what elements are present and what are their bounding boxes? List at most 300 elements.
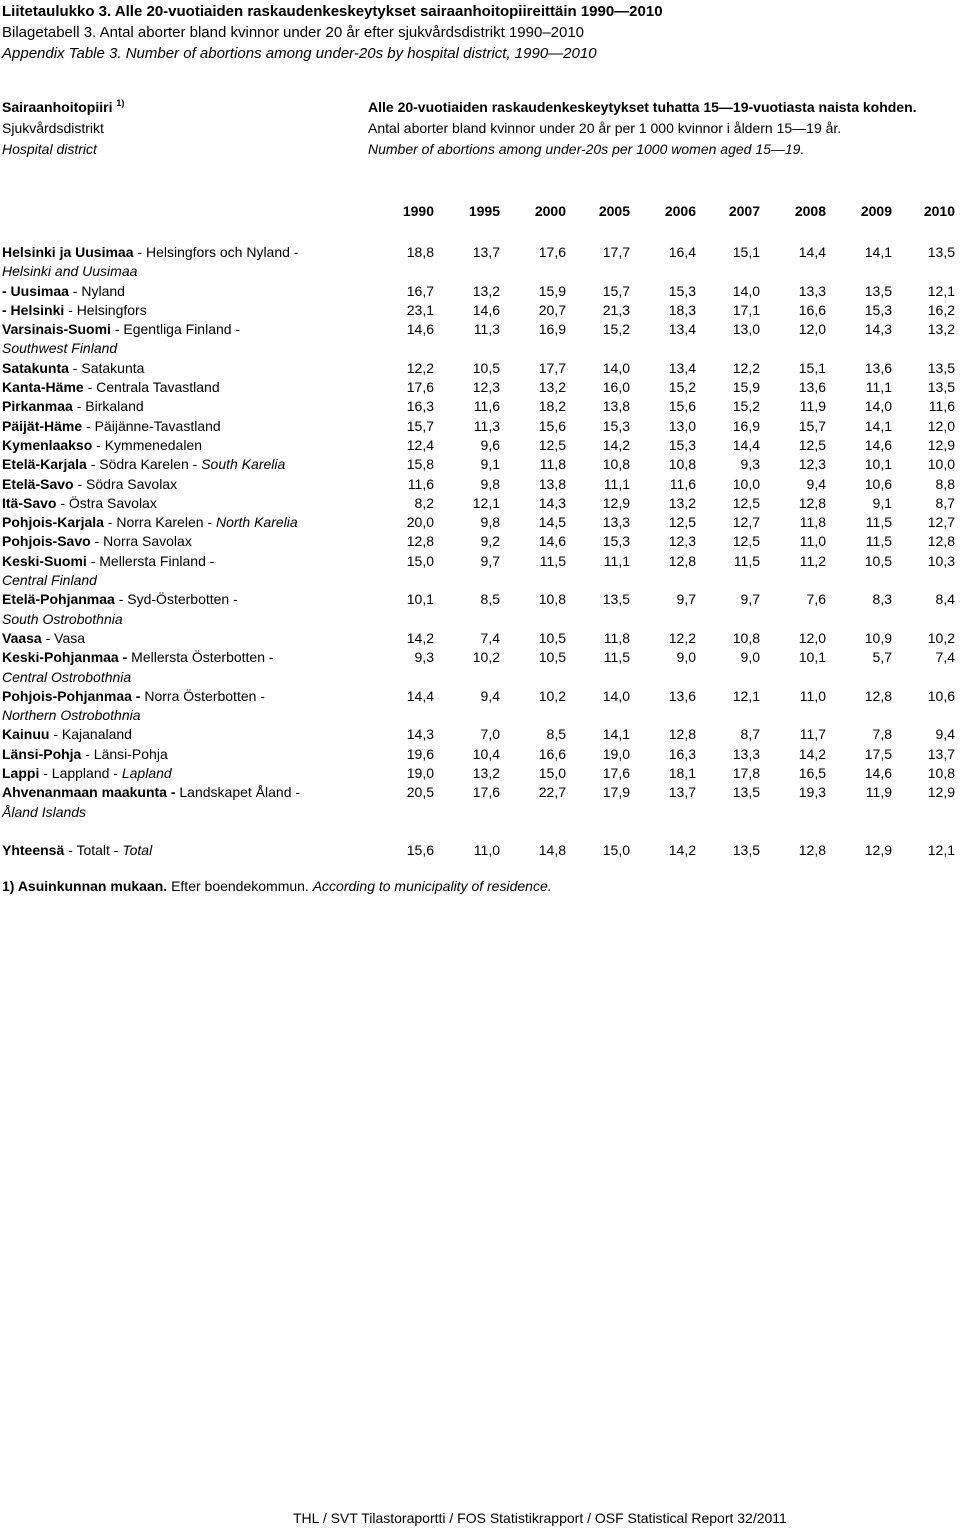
value-cell: 15,0 bbox=[406, 552, 434, 569]
value-cell: 9,4 bbox=[935, 726, 955, 743]
value-cell: 12,2 bbox=[668, 629, 696, 646]
value-cell: 12,5 bbox=[732, 494, 760, 511]
value-cell: 12,2 bbox=[406, 359, 434, 376]
value-cell: 14,6 bbox=[538, 533, 566, 550]
value-cell: 7,6 bbox=[806, 591, 826, 608]
value-cell: 12,8 bbox=[927, 533, 955, 550]
value-cell: 14,2 bbox=[406, 629, 434, 646]
table-row bbox=[0, 359, 960, 378]
value-cell: 20,7 bbox=[538, 301, 566, 318]
value-cell: 10,2 bbox=[927, 629, 955, 646]
value-cell: 9,2 bbox=[480, 533, 500, 550]
table-row bbox=[0, 494, 960, 513]
row-label: - Helsinki - Helsingfors bbox=[2, 301, 147, 318]
value-cell: 15,3 bbox=[602, 533, 630, 550]
value-cell: 9,4 bbox=[480, 687, 500, 704]
title-english: Appendix Table 3. Number of abortions among under-20s by hospital district, 1990—2010 bbox=[2, 45, 597, 62]
value-cell: 15,3 bbox=[602, 417, 630, 434]
district-heading-sv: Sjukvårdsdistrikt bbox=[2, 120, 104, 136]
row-label: Päijät-Häme - Päijänne-Tavastland bbox=[2, 417, 221, 434]
value-cell: 12,5 bbox=[798, 436, 826, 453]
value-cell: 17,7 bbox=[602, 244, 630, 260]
value-cell: 13,0 bbox=[668, 417, 696, 434]
footnote: 1) Asuinkunnan mukaan. Efter boendekommun. According to municipality of residence. bbox=[2, 878, 552, 894]
value-cell: 12,2 bbox=[732, 359, 760, 376]
value-cell: 17,6 bbox=[602, 765, 630, 782]
footnote-marker: 1) bbox=[116, 98, 125, 108]
value-cell: 10,8 bbox=[538, 591, 566, 608]
value-cell: 10,5 bbox=[538, 629, 566, 646]
value-cell: 11,0 bbox=[799, 687, 826, 704]
value-cell: 9,7 bbox=[676, 591, 696, 608]
value-cell: 11,3 bbox=[473, 321, 500, 338]
value-cell: 14,1 bbox=[864, 417, 892, 434]
year-header-2007: 2007 bbox=[728, 203, 760, 219]
value-cell: 8,8 bbox=[935, 475, 955, 492]
value-cell: 14,1 bbox=[602, 726, 630, 743]
value-cell: 18,1 bbox=[668, 765, 696, 782]
value-cell: 8,7 bbox=[740, 726, 760, 743]
value-cell: 11,3 bbox=[473, 417, 500, 434]
value-cell: 11,0 bbox=[799, 533, 826, 550]
value-cell: 14,6 bbox=[406, 321, 434, 338]
value-cell: 9,0 bbox=[676, 649, 696, 666]
value-cell: 15,3 bbox=[864, 301, 892, 318]
value-cell: 14,5 bbox=[538, 514, 566, 531]
table-header bbox=[2, 97, 957, 160]
value-cell: 12,3 bbox=[472, 379, 500, 396]
value-cell: 12,4 bbox=[406, 436, 434, 453]
value-cell: 16,4 bbox=[668, 244, 696, 260]
row-label: Pirkanmaa - Birkaland bbox=[2, 398, 144, 415]
row-label: Central Finland bbox=[2, 572, 97, 589]
value-cell: 13,4 bbox=[668, 359, 696, 376]
value-cell: 10,4 bbox=[472, 745, 500, 762]
value-cell: 9,4 bbox=[806, 475, 826, 492]
value-cell: 15,7 bbox=[602, 282, 630, 299]
value-cell: 12,0 bbox=[798, 629, 826, 646]
value-cell: 10,5 bbox=[472, 359, 500, 376]
value-cell: 9,0 bbox=[740, 649, 760, 666]
value-cell: 15,6 bbox=[538, 417, 566, 434]
value-cell: 12,9 bbox=[864, 842, 892, 859]
value-cell: 10,1 bbox=[798, 649, 826, 666]
value-cell: 13,7 bbox=[472, 244, 500, 260]
table-row bbox=[0, 745, 960, 764]
value-cell: 12,7 bbox=[927, 514, 955, 531]
value-cell: 17,6 bbox=[406, 379, 434, 396]
value-cell: 17,9 bbox=[602, 784, 630, 801]
value-cell: 11,5 bbox=[865, 533, 892, 550]
value-cell: 12,1 bbox=[927, 842, 955, 859]
value-cell: 10,8 bbox=[927, 765, 955, 782]
value-cell: 23,1 bbox=[406, 301, 434, 318]
value-cell: 15,6 bbox=[668, 398, 696, 415]
value-cell: 13,0 bbox=[732, 321, 760, 338]
value-cell: 11,8 bbox=[603, 629, 630, 646]
value-cell: 9,7 bbox=[480, 552, 500, 569]
value-cell: 13,5 bbox=[927, 359, 955, 376]
value-cell: 15,0 bbox=[538, 765, 566, 782]
value-cell: 9,8 bbox=[480, 514, 500, 531]
value-cell: 11,0 bbox=[473, 842, 500, 859]
value-cell: 13,3 bbox=[732, 745, 760, 762]
value-cell: 14,3 bbox=[538, 494, 566, 511]
value-cell: 13,2 bbox=[472, 765, 500, 782]
value-cell: 15,3 bbox=[668, 282, 696, 299]
table-row bbox=[0, 668, 960, 687]
value-cell: 8,7 bbox=[935, 494, 955, 511]
value-cell: 14,0 bbox=[864, 398, 892, 415]
value-cell: 10,2 bbox=[472, 649, 500, 666]
value-cell: 16,6 bbox=[798, 301, 826, 318]
value-cell: 12,5 bbox=[668, 514, 696, 531]
row-label: Etelä-Savo - Södra Savolax bbox=[2, 475, 178, 492]
value-cell: 19,6 bbox=[406, 745, 434, 762]
value-cell: 13,4 bbox=[668, 321, 696, 338]
value-cell: 15,2 bbox=[602, 321, 630, 338]
value-cell: 15,1 bbox=[798, 359, 826, 376]
table-row bbox=[0, 571, 960, 590]
row-label: Helsinki and Uusimaa bbox=[2, 263, 138, 280]
row-label: Vaasa - Vasa bbox=[2, 629, 86, 646]
value-cell: 10,0 bbox=[732, 475, 760, 492]
value-cell: 17,6 bbox=[538, 244, 566, 260]
table-row bbox=[0, 783, 960, 802]
value-cell: 11,5 bbox=[603, 649, 630, 666]
value-cell: 16,5 bbox=[798, 765, 826, 782]
year-header-1995: 1995 bbox=[468, 203, 500, 219]
value-cell: 13,3 bbox=[798, 282, 826, 299]
table-row bbox=[0, 243, 960, 262]
value-cell: 17,5 bbox=[864, 745, 892, 762]
value-cell: 19,0 bbox=[406, 765, 434, 782]
table-row bbox=[0, 301, 960, 320]
value-cell: 10,6 bbox=[927, 687, 955, 704]
row-label: Etelä-Pohjanmaa - Syd-Österbotten - bbox=[2, 591, 238, 608]
value-cell: 10,6 bbox=[864, 475, 892, 492]
value-cell: 19,0 bbox=[602, 745, 630, 762]
value-cell: 13,8 bbox=[602, 398, 630, 415]
table-row bbox=[0, 417, 960, 436]
row-label: Keski-Pohjanmaa - Mellersta Österbotten - bbox=[2, 649, 274, 666]
title-swedish: Bilagetabell 3. Antal aborter bland kvinnor under 20 år efter sjukvårdsdistrikt 1990–2010 bbox=[2, 24, 585, 41]
value-cell: 12,5 bbox=[732, 533, 760, 550]
measure-heading-fi: Alle 20-vuotiaiden raskaudenkeskeytykset tuhatta 15—19-vuotiasta naista kohden. bbox=[368, 99, 917, 115]
value-cell: 15,7 bbox=[406, 417, 434, 434]
table-row bbox=[0, 706, 960, 725]
value-cell: 14,1 bbox=[864, 244, 892, 260]
row-label: - Uusimaa - Nyland bbox=[2, 282, 125, 299]
row-label: Åland Islands bbox=[2, 803, 87, 820]
row-label: Pohjois-Pohjanmaa - Norra Österbotten - bbox=[2, 687, 265, 704]
value-cell: 14,2 bbox=[798, 745, 826, 762]
table-titles bbox=[2, 1, 663, 64]
value-cell: 13,5 bbox=[927, 379, 955, 396]
value-cell: 11,1 bbox=[603, 552, 630, 569]
value-cell: 13,6 bbox=[668, 687, 696, 704]
value-cell: 9,6 bbox=[480, 436, 500, 453]
year-header-row bbox=[0, 203, 960, 223]
value-cell: 16,9 bbox=[732, 417, 760, 434]
value-cell: 12,5 bbox=[538, 436, 566, 453]
table-row bbox=[0, 436, 960, 455]
row-label: South Ostrobothnia bbox=[2, 610, 123, 627]
table-row bbox=[0, 397, 960, 416]
table-row bbox=[0, 822, 960, 841]
value-cell: 11,6 bbox=[473, 398, 500, 415]
value-cell: 14,3 bbox=[864, 321, 892, 338]
value-cell: 16,3 bbox=[406, 398, 434, 415]
value-cell: 15,1 bbox=[732, 244, 760, 260]
year-header-2000: 2000 bbox=[534, 203, 566, 219]
value-cell: 12,3 bbox=[668, 533, 696, 550]
value-cell: 12,0 bbox=[798, 321, 826, 338]
district-heading-en: Hospital district bbox=[2, 141, 97, 157]
value-cell: 15,3 bbox=[668, 436, 696, 453]
value-cell: 15,2 bbox=[732, 398, 760, 415]
value-cell: 20,5 bbox=[406, 784, 434, 801]
table-row bbox=[0, 590, 960, 609]
value-cell: 16,7 bbox=[406, 282, 434, 299]
value-cell: 9,1 bbox=[480, 456, 500, 473]
value-cell: 11,1 bbox=[865, 379, 892, 396]
value-cell: 13,2 bbox=[538, 379, 566, 396]
value-cell: 15,9 bbox=[538, 282, 566, 299]
value-cell: 16,0 bbox=[602, 379, 630, 396]
row-label: Pohjois-Savo - Norra Savolax bbox=[2, 533, 192, 550]
value-cell: 7,4 bbox=[480, 629, 500, 646]
value-cell: 13,6 bbox=[798, 379, 826, 396]
value-cell: 9,3 bbox=[740, 456, 760, 473]
value-cell: 20,0 bbox=[406, 514, 434, 531]
value-cell: 21,3 bbox=[602, 301, 630, 318]
table-row bbox=[0, 282, 960, 301]
table-row bbox=[0, 725, 960, 744]
value-cell: 15,2 bbox=[668, 379, 696, 396]
value-cell: 11,5 bbox=[733, 552, 760, 569]
value-cell: 14,0 bbox=[602, 359, 630, 376]
title-finnish: Liitetaulukko 3. Alle 20-vuotiaiden raskaudenkeskeytykset sairaanhoitopiireittäin 1990—2010 bbox=[2, 3, 663, 20]
value-cell: 16,2 bbox=[927, 301, 955, 318]
value-cell: 13,2 bbox=[927, 321, 955, 338]
value-cell: 12,3 bbox=[798, 456, 826, 473]
row-label: Southwest Finland bbox=[2, 340, 118, 357]
table-row bbox=[0, 552, 960, 571]
value-cell: 10,5 bbox=[864, 552, 892, 569]
value-cell: 22,7 bbox=[538, 784, 566, 801]
value-cell: 11,6 bbox=[669, 475, 696, 492]
year-header-2006: 2006 bbox=[664, 203, 696, 219]
value-cell: 17,1 bbox=[732, 301, 760, 318]
data-table bbox=[0, 243, 960, 861]
value-cell: 12,9 bbox=[927, 784, 955, 801]
value-cell: 18,2 bbox=[538, 398, 566, 415]
value-cell: 9,3 bbox=[414, 649, 434, 666]
row-label: Kymenlaakso - Kymmenedalen bbox=[2, 436, 202, 453]
row-label: Kainuu - Kajanaland bbox=[2, 726, 132, 743]
value-cell: 8,5 bbox=[546, 726, 566, 743]
value-cell: 10,5 bbox=[538, 649, 566, 666]
row-label: Lappi - Lappland - Lapland bbox=[2, 765, 172, 782]
value-cell: 18,3 bbox=[668, 301, 696, 318]
value-cell: 15,6 bbox=[406, 842, 434, 859]
value-cell: 11,6 bbox=[928, 398, 955, 415]
table-row bbox=[0, 803, 960, 822]
value-cell: 18,8 bbox=[406, 244, 434, 260]
row-label: Länsi-Pohja - Länsi-Pohja bbox=[2, 745, 168, 762]
value-cell: 10,3 bbox=[927, 552, 955, 569]
value-cell: 11,1 bbox=[603, 475, 630, 492]
value-cell: 13,7 bbox=[927, 745, 955, 762]
value-cell: 12,1 bbox=[472, 494, 500, 511]
value-cell: 15,7 bbox=[798, 417, 826, 434]
value-cell: 14,0 bbox=[602, 687, 630, 704]
value-cell: 14,6 bbox=[864, 436, 892, 453]
row-label: Pohjois-Karjala - Norra Karelen - North Karelia bbox=[2, 514, 298, 531]
value-cell: 16,3 bbox=[668, 745, 696, 762]
value-cell: 11,9 bbox=[799, 398, 826, 415]
value-cell: 14,2 bbox=[668, 842, 696, 859]
value-cell: 15,0 bbox=[602, 842, 630, 859]
value-cell: 9,7 bbox=[740, 591, 760, 608]
table-row bbox=[0, 378, 960, 397]
value-cell: 10,2 bbox=[538, 687, 566, 704]
value-cell: 15,9 bbox=[732, 379, 760, 396]
value-cell: 16,6 bbox=[538, 745, 566, 762]
value-cell: 7,4 bbox=[935, 649, 955, 666]
value-cell: 12,8 bbox=[406, 533, 434, 550]
value-cell: 10,9 bbox=[864, 629, 892, 646]
value-cell: 13,5 bbox=[602, 591, 630, 608]
value-cell: 13,5 bbox=[732, 784, 760, 801]
value-cell: 14,2 bbox=[602, 436, 630, 453]
measure-heading-sv: Antal aborter bland kvinnor under 20 år per 1 000 kvinnor i åldern 15—19 år. bbox=[368, 120, 842, 136]
value-cell: 14,4 bbox=[732, 436, 760, 453]
value-cell: 12,8 bbox=[668, 726, 696, 743]
value-cell: 13,8 bbox=[538, 475, 566, 492]
value-cell: 11,5 bbox=[865, 514, 892, 531]
year-header-2008: 2008 bbox=[794, 203, 826, 219]
value-cell: 14,6 bbox=[864, 765, 892, 782]
value-cell: 17,7 bbox=[538, 359, 566, 376]
value-cell: 13,5 bbox=[732, 842, 760, 859]
row-label: Helsinki ja Uusimaa - Helsingfors och Nyland - bbox=[2, 244, 299, 260]
year-header-2005: 2005 bbox=[598, 203, 630, 219]
value-cell: 13,2 bbox=[472, 282, 500, 299]
table-row bbox=[0, 475, 960, 494]
value-cell: 11,2 bbox=[799, 552, 826, 569]
table-row bbox=[0, 320, 960, 339]
row-label: Varsinais-Suomi - Egentliga Finland - bbox=[2, 321, 241, 338]
table-row bbox=[0, 629, 960, 648]
value-cell: 8,5 bbox=[480, 591, 500, 608]
value-cell: 7,8 bbox=[872, 726, 892, 743]
year-header-2009: 2009 bbox=[860, 203, 892, 219]
value-cell: 10,1 bbox=[864, 456, 892, 473]
value-cell: 12,0 bbox=[927, 417, 955, 434]
value-cell: 10,8 bbox=[732, 629, 760, 646]
row-label: Satakunta - Satakunta bbox=[2, 359, 145, 376]
value-cell: 12,8 bbox=[668, 552, 696, 569]
year-header-1990: 1990 bbox=[402, 203, 434, 219]
year-header-2010: 2010 bbox=[923, 203, 955, 219]
value-cell: 13,5 bbox=[927, 244, 955, 260]
value-cell: 11,5 bbox=[539, 552, 566, 569]
row-label: Central Ostrobothnia bbox=[2, 668, 132, 685]
value-cell: 19,3 bbox=[798, 784, 826, 801]
value-cell: 17,6 bbox=[472, 784, 500, 801]
district-heading-fi: Sairaanhoitopiiri $^{1)}$ bbox=[2, 98, 125, 115]
value-cell: 10,0 bbox=[927, 456, 955, 473]
row-label: Northern Ostrobothnia bbox=[2, 707, 141, 724]
value-cell: 13,7 bbox=[668, 784, 696, 801]
value-cell: 12,9 bbox=[602, 494, 630, 511]
value-cell: 12,8 bbox=[798, 494, 826, 511]
value-cell: 14,8 bbox=[538, 842, 566, 859]
value-cell: 14,4 bbox=[406, 687, 434, 704]
value-cell: 8,4 bbox=[935, 591, 955, 608]
value-cell: 12,8 bbox=[864, 687, 892, 704]
table-row bbox=[0, 648, 960, 667]
value-cell: 10,8 bbox=[668, 456, 696, 473]
row-label: Yhteensä - Totalt - Total bbox=[2, 842, 153, 859]
value-cell: 13,2 bbox=[668, 494, 696, 511]
table-row bbox=[0, 532, 960, 551]
value-cell: 12,1 bbox=[927, 282, 955, 299]
value-cell: 15,8 bbox=[406, 456, 434, 473]
measure-heading-en: Number of abortions among under-20s per 1000 women aged 15—19. bbox=[368, 141, 805, 157]
value-cell: 11,9 bbox=[865, 784, 892, 801]
value-cell: 17,8 bbox=[732, 765, 760, 782]
value-cell: 5,7 bbox=[872, 649, 892, 666]
table-row bbox=[0, 610, 960, 629]
value-cell: 8,3 bbox=[872, 591, 892, 608]
value-cell: 7,0 bbox=[480, 726, 500, 743]
value-cell: 10,1 bbox=[406, 591, 434, 608]
value-cell: 11,8 bbox=[539, 456, 566, 473]
value-cell: 16,9 bbox=[538, 321, 566, 338]
value-cell: 13,3 bbox=[602, 514, 630, 531]
value-cell: 14,6 bbox=[472, 301, 500, 318]
table-row bbox=[0, 513, 960, 532]
table-row bbox=[0, 262, 960, 281]
value-cell: 9,1 bbox=[872, 494, 892, 511]
value-cell: 14,3 bbox=[406, 726, 434, 743]
value-cell: 14,4 bbox=[798, 244, 826, 260]
value-cell: 9,8 bbox=[480, 475, 500, 492]
row-label: Ahvenanmaan maakunta - Landskapet Åland - bbox=[2, 784, 301, 801]
value-cell: 11,6 bbox=[407, 475, 434, 492]
value-cell: 12,1 bbox=[732, 687, 760, 704]
row-label: Itä-Savo - Östra Savolax bbox=[2, 494, 157, 511]
value-cell: 11,7 bbox=[799, 726, 826, 743]
row-label: Etelä-Karjala - Södra Karelen - South Karelia bbox=[2, 456, 286, 473]
value-cell: 13,6 bbox=[864, 359, 892, 376]
value-cell: 10,8 bbox=[602, 456, 630, 473]
value-cell: 11,8 bbox=[799, 514, 826, 531]
value-cell: 8,2 bbox=[414, 494, 434, 511]
value-cell: 13,5 bbox=[864, 282, 892, 299]
table-row bbox=[0, 764, 960, 783]
value-cell: 14,0 bbox=[732, 282, 760, 299]
value-cell: 12,8 bbox=[798, 842, 826, 859]
table-row bbox=[0, 455, 960, 474]
table-row bbox=[0, 687, 960, 706]
value-cell: 12,7 bbox=[732, 514, 760, 531]
table-row bbox=[0, 339, 960, 358]
value-cell: 12,9 bbox=[927, 436, 955, 453]
